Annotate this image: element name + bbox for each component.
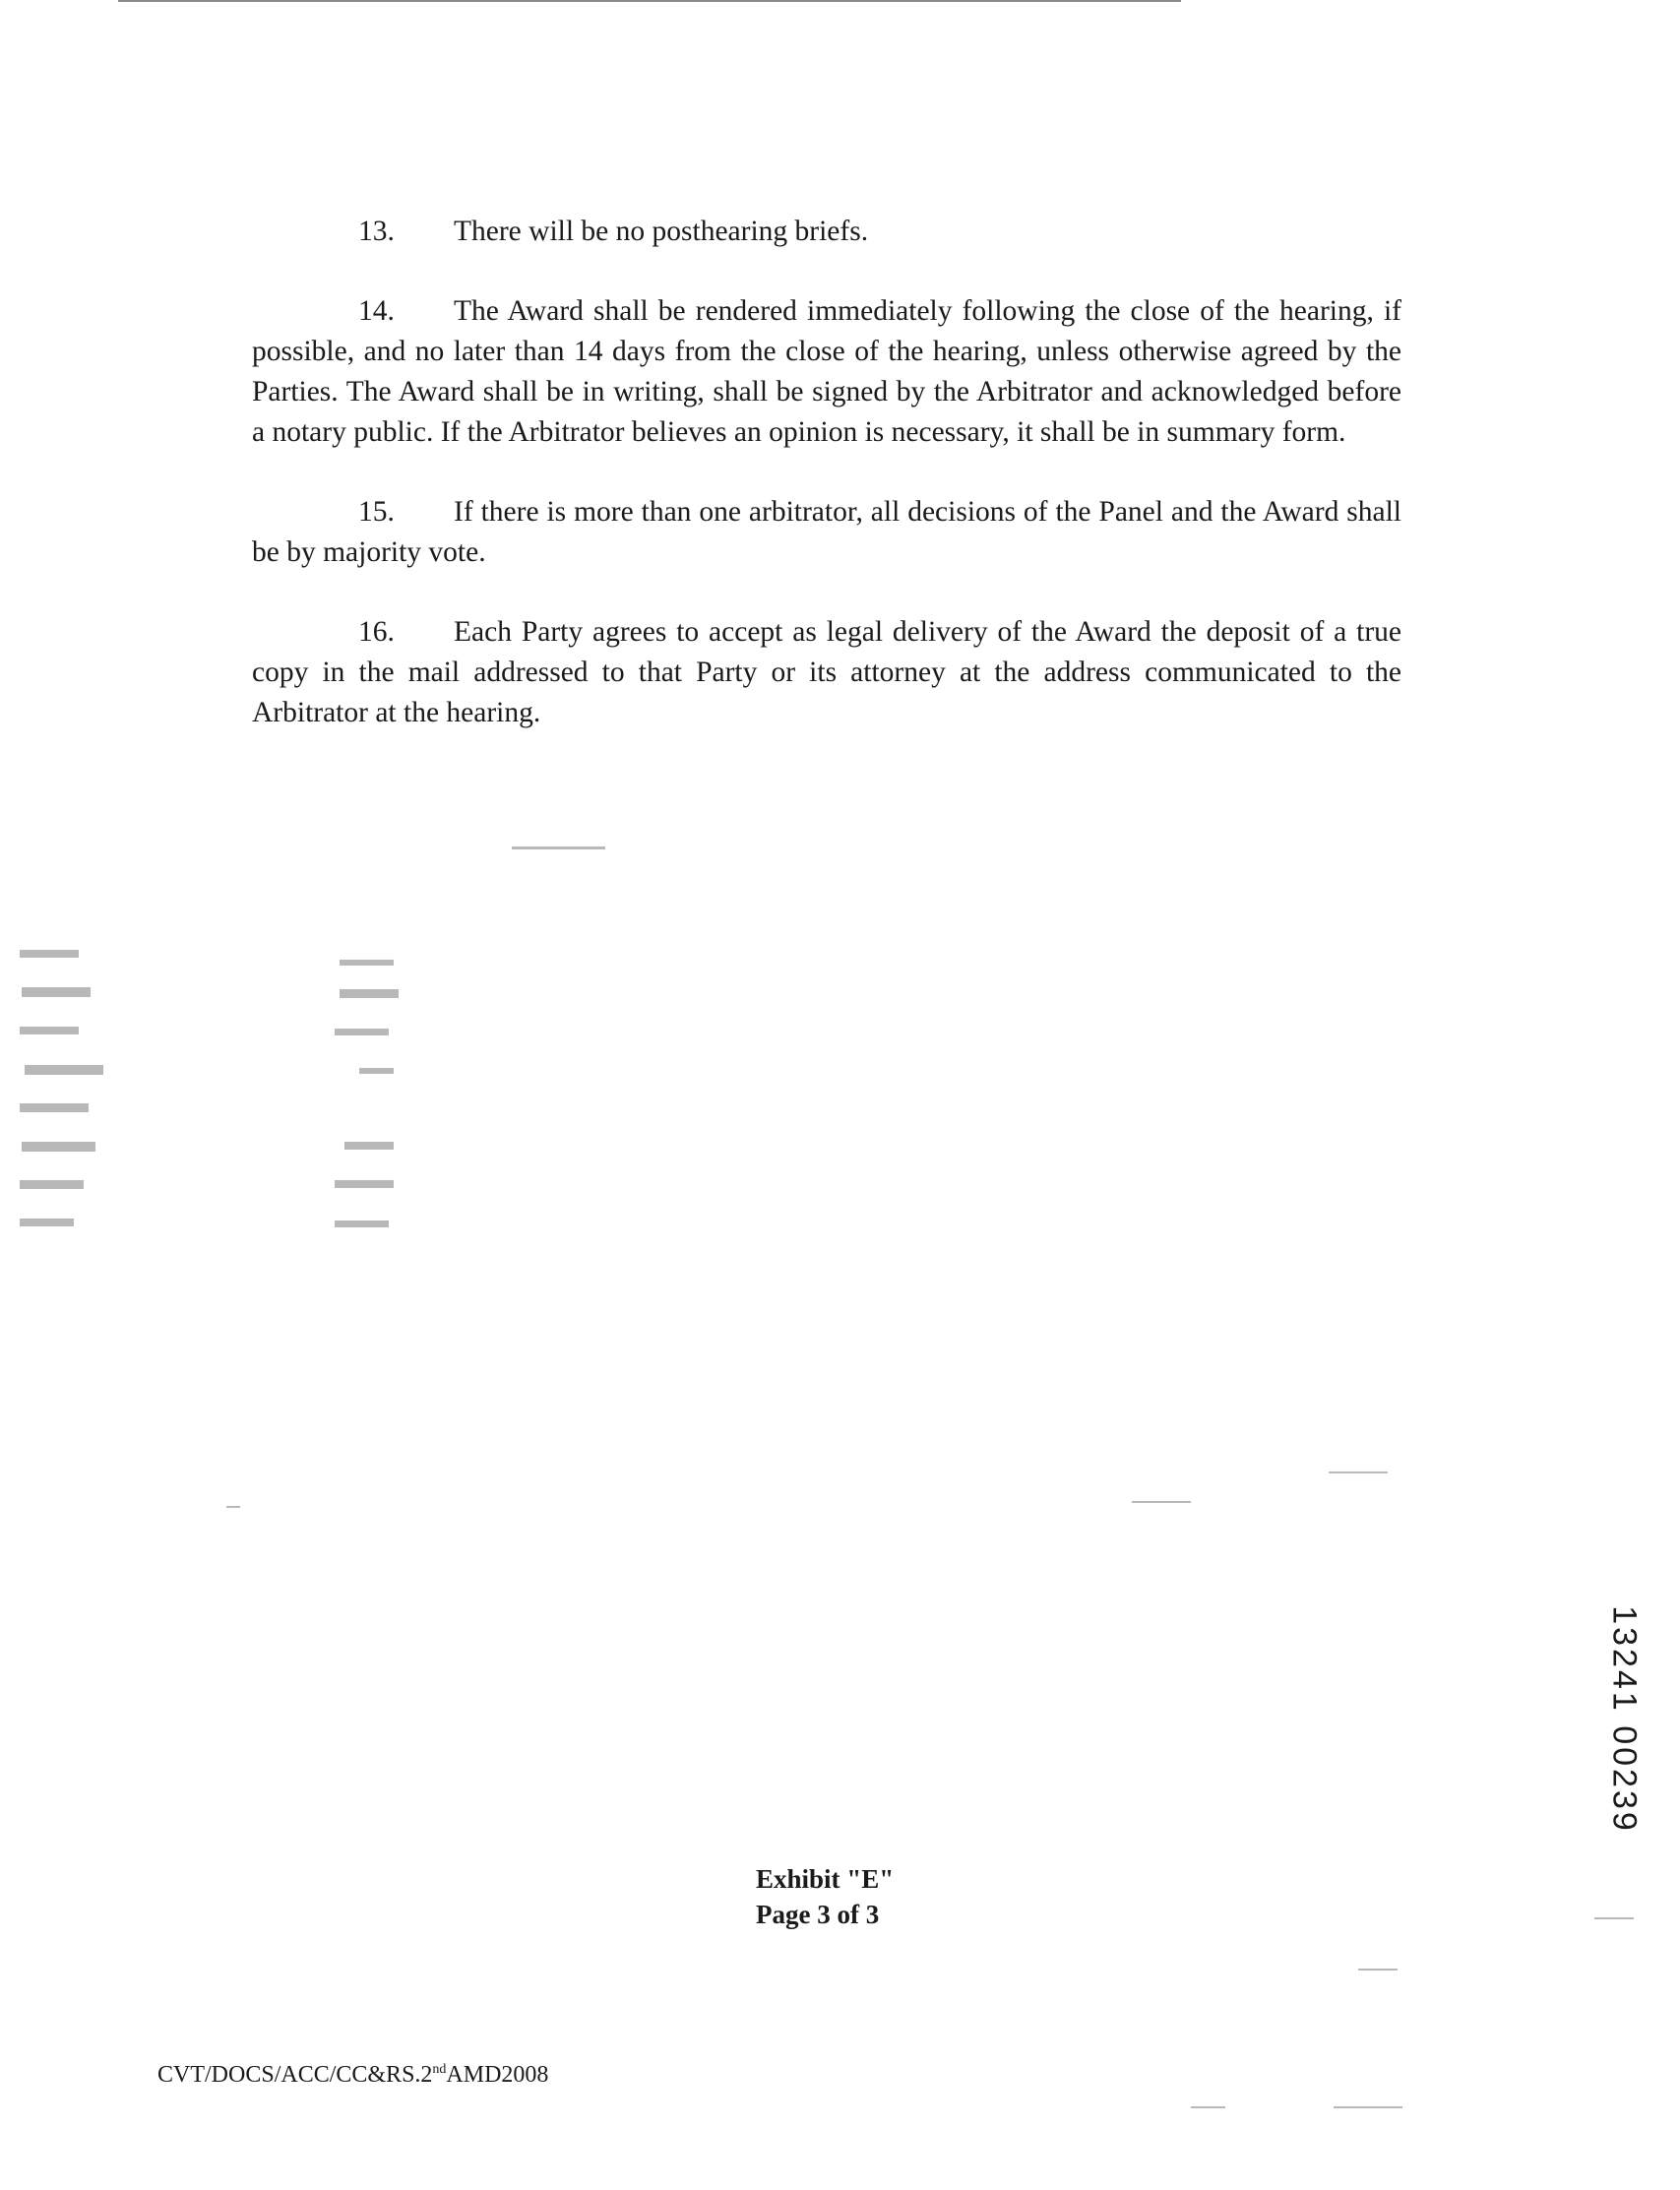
paragraph-number: 14. xyxy=(358,295,395,327)
body-text xyxy=(252,212,1401,773)
file-code-prefix: CVT/DOCS/ACC/CC&RS.2 xyxy=(157,2062,433,2088)
paragraph-16 xyxy=(252,612,1401,733)
paragraph-text: Each Party agrees to accept as legal delivery of the Award the deposit of a true copy in the mail addressed to that Party or its attorney at the address communicated to the Arbitrator at the hearing. xyxy=(252,616,1401,728)
paragraph-number: 16. xyxy=(358,616,395,648)
file-code-superscript: nd xyxy=(432,2062,447,2077)
file-code-suffix: AMD2008 xyxy=(446,2062,549,2088)
paragraph-14 xyxy=(252,291,1401,453)
exhibit-footer xyxy=(756,1861,953,1932)
paragraph-15 xyxy=(252,492,1401,573)
bates-number: 13241 00239 xyxy=(1605,1605,1644,1834)
paragraph-text: The Award shall be rendered immediately following the close of the hearing, if possible, and no later than 14 days from the close of the hearing, unless otherwise agreed by the Parties. The Award shall be in writing, shall be signed by the Arbitrator and acknowledged before a notary public. If the Arbitrator believes an opinion is necessary, it shall be in summary form. xyxy=(252,295,1401,448)
paragraph-number: 15. xyxy=(358,496,395,528)
paragraph-13 xyxy=(252,212,1401,252)
paragraph-number: 13. xyxy=(358,216,395,247)
paragraph-text: There will be no posthearing briefs. xyxy=(454,216,869,247)
paragraph-text: If there is more than one arbitrator, all decisions of the Panel and the Award shall be by majority vote. xyxy=(252,496,1401,568)
exhibit-label: Exhibit "E" xyxy=(756,1864,895,1894)
bates-stamp xyxy=(1594,1587,1653,1852)
page-number: Page 3 of 3 xyxy=(756,1900,880,1929)
document-file-code xyxy=(157,2060,548,2090)
